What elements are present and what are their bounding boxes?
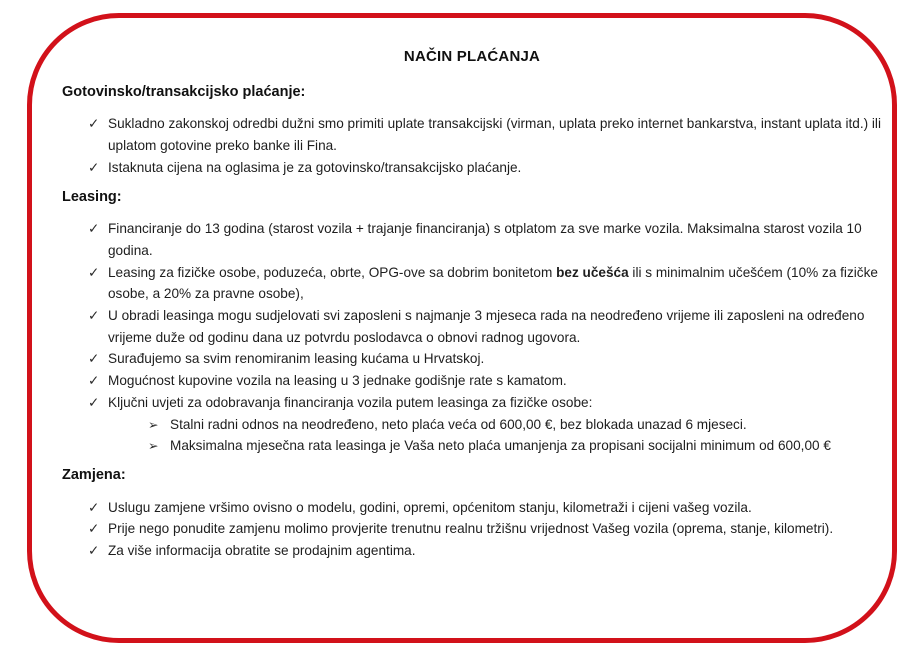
- bullet-text: Ključni uvjeti za odobravanja financiranja vozila putem leasinga za fizičke osobe:: [108, 394, 593, 410]
- bullet-item: [88, 518, 882, 540]
- section-heading: Leasing:: [62, 188, 122, 205]
- document-content: [62, 46, 882, 562]
- bullet-text-segment: ili s minimalnim učešćem (10% za fizičke osobe, a 20% za pravne osobe),: [108, 264, 878, 302]
- bullet-item: [88, 262, 882, 305]
- bullet-text: U obradi leasinga mogu sudjelovati svi zaposleni s najmanje 3 mjeseca rada na neodređeno vrijeme ili zaposleni na određeno vrijeme duže od godinu dana uz potvrdu poslodavca o obnovi radnog ugovora.: [108, 308, 865, 345]
- section-gotovinsko-placanje: [62, 82, 882, 179]
- bullet-text: Prije nego ponudite zamjenu molimo provjerite trenutnu realnu tržišnu vrijednost Vašeg vozila (oprema, stanje, kilometri).: [108, 521, 834, 537]
- sub-bullet-item: [148, 435, 882, 457]
- bullet-text-segment-bold: bez učešća: [556, 264, 629, 280]
- check-icon: ✓: [88, 264, 100, 280]
- check-icon: ✓: [88, 159, 100, 175]
- bullet-list: [62, 113, 882, 178]
- check-icon: ✓: [88, 499, 100, 515]
- bullet-item: [88, 370, 882, 392]
- bullet-item: [88, 497, 882, 519]
- bullet-item: [88, 157, 882, 179]
- section-heading: Gotovinsko/transakcijsko plaćanje:: [62, 83, 306, 100]
- bullet-text: Mogućnost kupovine vozila na leasing u 3 jednake godišnje rate s kamatom.: [108, 373, 567, 389]
- bullet-item: [88, 348, 882, 370]
- sub-bullet-text: Maksimalna mjesečna rata leasinga je Vaša neto plaća umanjenja za propisani socijalni minimum od 600,00 €: [170, 438, 831, 454]
- sub-bullet-item: [148, 414, 882, 436]
- check-icon: ✓: [88, 373, 100, 389]
- bullet-text: [108, 265, 878, 302]
- bullet-item: [88, 392, 882, 457]
- sub-bullet-text: Stalni radni odnos na neodređeno, neto plaća veća od 600,00 €, bez blokada unazad 6 mjeseci.: [170, 416, 747, 432]
- bullet-item: [88, 113, 882, 156]
- sub-bullet-list: [148, 414, 882, 457]
- section-zamjena: [62, 465, 882, 562]
- bullet-text: Uslugu zamjene vršimo ovisno o modelu, godini, opremi, općenitom stanju, kilometraži i cijeni vašeg vozila.: [108, 499, 752, 515]
- bullet-item: [88, 305, 882, 348]
- page-title: NAČIN PLAĆANJA: [403, 48, 541, 65]
- bullet-list: [62, 497, 882, 562]
- check-icon: ✓: [88, 116, 100, 132]
- section-heading: Zamjena:: [62, 466, 126, 483]
- bullet-text: Financiranje do 13 godina (starost vozila + trajanje financiranja) s otplatom za sve marke vozila. Maksimalna starost vozila 10 godina.: [108, 221, 862, 258]
- bullet-item: [88, 218, 882, 261]
- check-icon: ✓: [88, 543, 100, 559]
- check-icon: ✓: [88, 351, 100, 367]
- check-icon: ✓: [88, 521, 100, 537]
- check-icon: ✓: [88, 308, 100, 324]
- bullet-list: [62, 218, 882, 457]
- bullet-text-segment: Leasing za fizičke osobe, poduzeća, obrte, OPG-ove sa dobrim bonitetom: [108, 264, 557, 280]
- arrow-icon: ➢: [148, 439, 159, 454]
- bullet-item: [88, 540, 882, 562]
- bullet-text: Za više informacija obratite se prodajnim agentima.: [108, 543, 416, 559]
- arrow-icon: ➢: [148, 417, 159, 432]
- check-icon: ✓: [88, 394, 100, 410]
- check-icon: ✓: [88, 221, 100, 237]
- bullet-text: Istaknuta cijena na oglasima je za gotovinsko/transakcijsko plaćanje.: [108, 159, 522, 175]
- bullet-text: Sukladno zakonskoj odredbi dužni smo primiti uplate transakcijski (virman, uplata preko internet bankarstva, instant uplata itd.) ili uplatom gotovine preko banke ili Fina.: [108, 116, 881, 154]
- section-leasing: [62, 187, 882, 457]
- bullet-text: Surađujemo sa svim renomiranim leasing kućama u Hrvatskoj.: [108, 351, 485, 367]
